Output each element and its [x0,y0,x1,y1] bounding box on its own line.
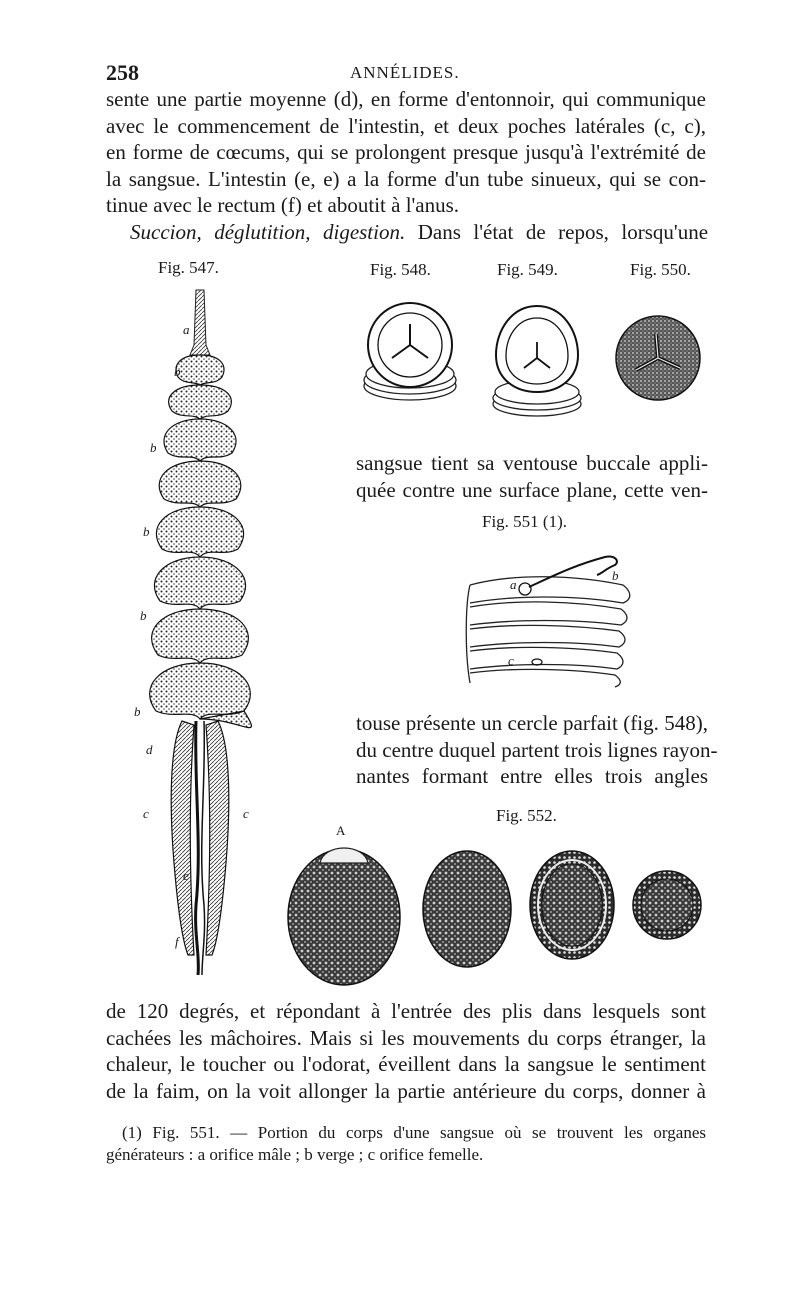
caption-fig551: Fig. 551 (1). [482,512,567,531]
text-line: de la faim, on la voit allonger la partie antérieure du corps, donner à [106,1078,706,1103]
text-line: de 120 degrés, et répondant à l'entrée des plis dans lesquels sont [106,999,706,1023]
footnote-line: générateurs : a orifice mâle ; b verge ; c orifice femelle. [106,1145,484,1164]
caption-fig550: Fig. 550. [630,260,691,279]
fig547-label: b [174,364,181,379]
fig552-label-a: A [336,823,346,838]
page-number: 258 [106,60,139,85]
fig547-label: c [143,806,149,821]
leech-digestive-illustration [110,285,300,985]
genital-segment-fig551-illustration [455,545,695,690]
caption-fig549: Fig. 549. [497,260,558,279]
text-line: cachées les mâchoires. Mais si les mouvements du corps étranger, la [106,1025,706,1050]
caption-fig547: Fig. 547. [158,258,219,277]
fig547-label: b [143,524,150,539]
fig547-label: b [150,440,157,455]
text-line: la sangsue. L'intestin (e, e) a la forme d'un tube sinueux, qui se con- [106,166,706,191]
fig547-label: e [183,868,189,883]
text-line: touse présente un cercle parfait (fig. 548), [356,711,708,735]
fig551-label-b: b [612,568,619,583]
sucker-fig548-illustration [355,300,465,410]
paragraph-top [106,86,706,219]
text-line: en forme de cœcums, qui se prolongent presque jusqu'à l'extrémité de [106,140,706,165]
sucker-fig550-illustration [612,312,704,404]
text-line: chaleur, le toucher ou l'odorat, éveillent dans la sangsue le sentiment [106,1052,706,1077]
footnote [106,1122,706,1166]
paragraph-bottom [106,998,706,1104]
text-line: du centre duquel partent trois lignes rayon- [356,737,718,762]
text-line: sangsue tient sa ventouse buccale appli- [356,451,708,475]
fig547-label: a [183,322,190,337]
text-line: avec le commencement de l'intestin, et deux poches latérales (c, c), [106,113,706,138]
fig547-label: b [140,608,147,623]
fig547-label: b [134,704,141,719]
fig547-label: f [175,934,179,949]
caption-fig552: Fig. 552. [496,806,557,825]
fig547-label: c [243,806,249,821]
sucker-fig549-illustration [482,300,592,420]
section-heading: Succion, déglutition, digestion. [130,220,406,244]
text-line: nantes formant entre elles trois angles [356,764,708,789]
cocoons-fig552-illustration [282,835,712,985]
running-title: ANNÉLIDES. [350,63,460,82]
fig547-label: d [146,742,153,757]
text-line: tinue avec le rectum (f) et aboutit à l'anus. [106,193,460,218]
caption-fig548: Fig. 548. [370,260,431,279]
fig551-label-c: c [508,653,514,668]
paragraph-mid1 [356,450,708,503]
fig551-label-a: a [510,577,517,592]
paragraph-mid2 [356,710,718,790]
text-line: quée contre une surface plane, cette ven- [356,477,708,502]
text-line: sente une partie moyenne (d), en forme d'entonnoir, qui communique [106,87,706,111]
section-heading-line [130,219,708,246]
footnote-line: (1) Fig. 551. — Portion du corps d'une sangsue où se trouvent les organes [122,1123,706,1142]
section-text: Dans l'état de repos, lorsqu'une [417,220,709,244]
